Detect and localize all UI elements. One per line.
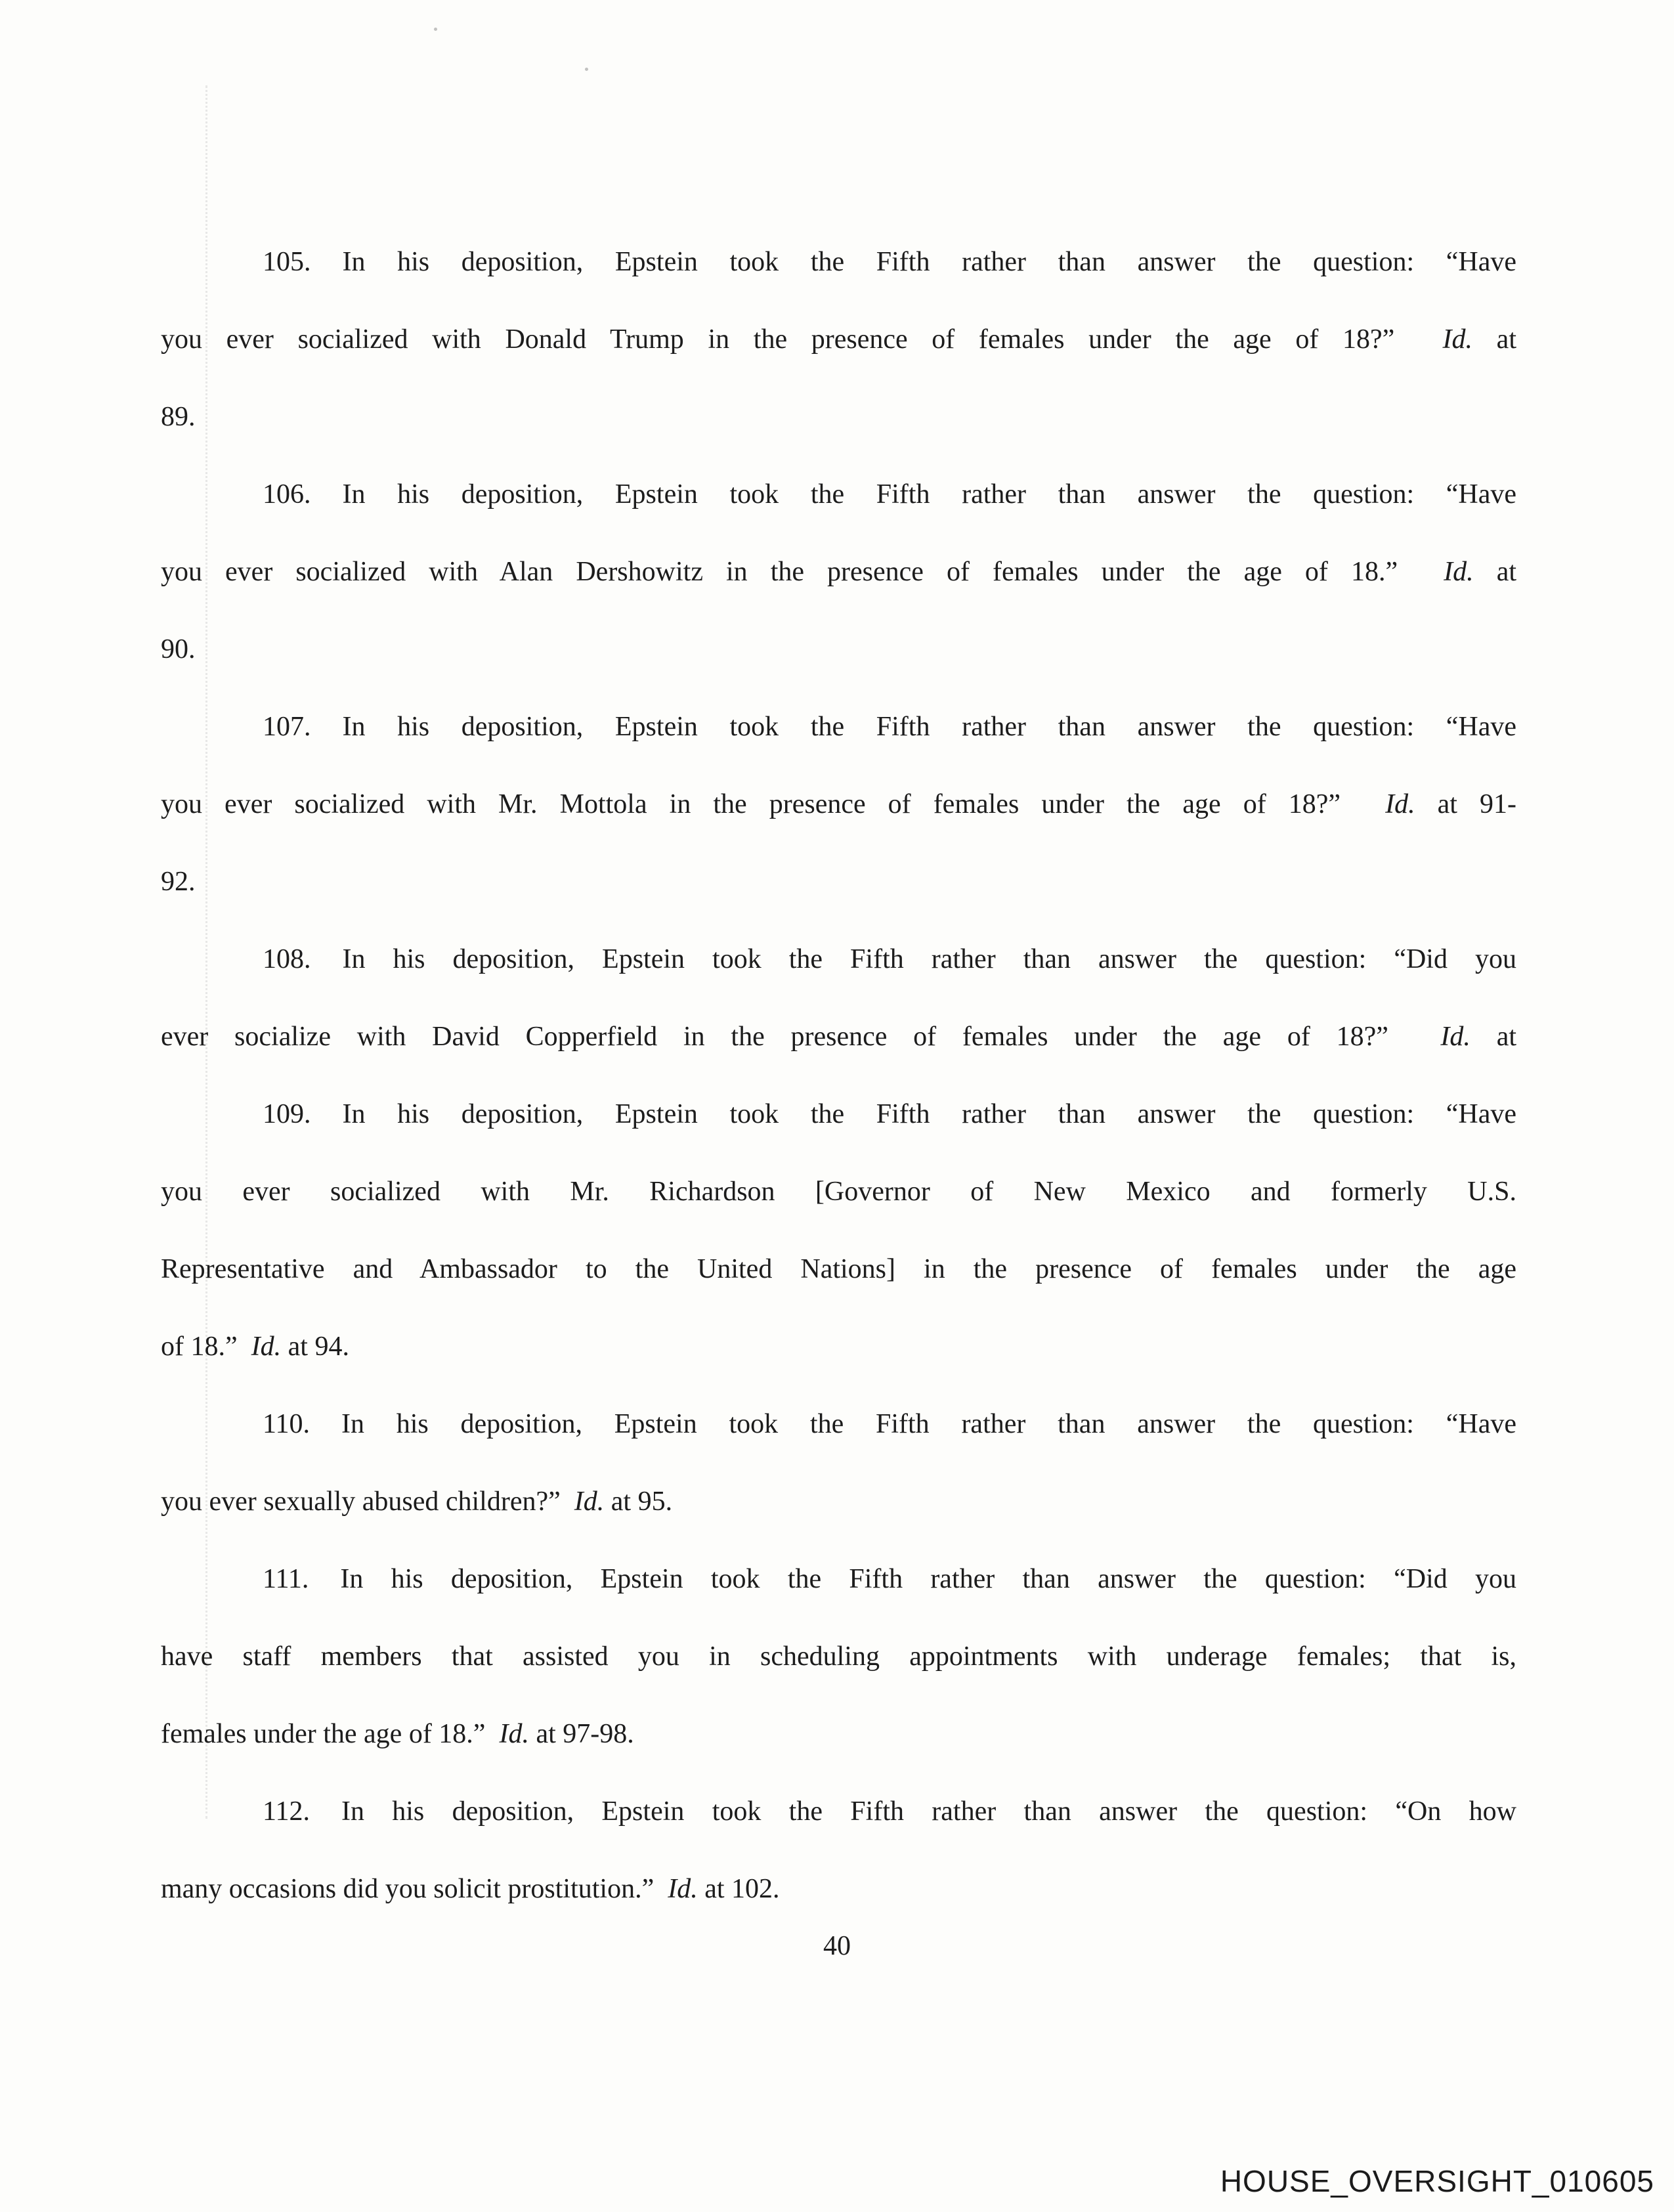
citation-id-italic: Id.: [251, 1332, 282, 1362]
document-line: [161, 1385, 1516, 1463]
paragraph-text: at 91-: [1415, 789, 1516, 819]
paragraph-number: 108.: [263, 944, 311, 974]
document-line: [161, 456, 1516, 533]
scan-speck: [434, 28, 437, 31]
paragraph-text: you ever sexually abused children?”: [161, 1486, 574, 1517]
paragraph-text: females under the age of 18.”: [161, 1719, 500, 1749]
paragraph-text: 92.: [161, 867, 196, 897]
citation-id-italic: Id.: [1440, 1022, 1470, 1052]
paragraph-text: In his deposition, Epstein took the Fifth rather than answer the question: “On how: [341, 1796, 1516, 1827]
paragraph-text: at: [1470, 1022, 1517, 1052]
paragraph-number: 107.: [263, 712, 311, 742]
paragraph-text: at: [1472, 324, 1516, 355]
paragraph-text: you ever socialized with Donald Trump in the presence of females under the age of 18?”: [161, 324, 1443, 355]
citation-id-italic: Id.: [574, 1486, 605, 1517]
bates-stamp: HOUSE_OVERSIGHT_010605: [1220, 2164, 1654, 2198]
paragraph-number: 106.: [263, 479, 311, 510]
paragraph-number: 112.: [263, 1796, 310, 1827]
paragraph-text: In his deposition, Epstein took the Fifth rather than answer the question: “Did you: [340, 1564, 1516, 1594]
document-line: [161, 1695, 1516, 1773]
document-line: [161, 533, 1516, 611]
paragraph-text: at 95.: [604, 1486, 673, 1517]
citation-id-italic: Id.: [1444, 557, 1474, 587]
document-line: [161, 998, 1516, 1075]
document-line: [161, 843, 1516, 921]
citation-id-italic: Id.: [1385, 789, 1415, 819]
page-number: 40: [823, 1931, 851, 1961]
paragraph-text: you ever socialized with Alan Dershowitz in the presence of females under the age of 18.”: [161, 557, 1444, 587]
paragraph-text: many occasions did you solicit prostitution.”: [161, 1874, 668, 1904]
document-line: [161, 611, 1516, 688]
citation-id-italic: Id.: [1442, 324, 1473, 355]
document-line: [161, 921, 1516, 998]
document-line: [161, 1773, 1516, 1850]
document-line: [161, 688, 1516, 766]
document-line: [161, 1463, 1516, 1540]
paragraph-text: at 102.: [697, 1874, 780, 1904]
paragraph-text: In his deposition, Epstein took the Fifth rather than answer the question: “Have: [342, 712, 1516, 742]
paragraph-text: In his deposition, Epstein took the Fifth rather than answer the question: “Did you: [342, 944, 1516, 974]
document-line: [161, 301, 1516, 378]
paragraph-text: 89.: [161, 402, 196, 432]
document-line: [161, 1618, 1516, 1695]
document-line: [161, 1540, 1516, 1618]
paragraph-text: at 97-98.: [528, 1719, 634, 1749]
paragraph-text: ever socialize with David Copperfield in the presence of females under the age of 18?”: [161, 1022, 1441, 1052]
document-line: [161, 1153, 1516, 1230]
paragraph-text: at 94.: [281, 1332, 349, 1362]
scan-speck: [585, 68, 588, 71]
document-line: [161, 223, 1516, 301]
paragraph-text: 90.: [161, 634, 196, 664]
paragraph-text: In his deposition, Epstein took the Fifth rather than answer the question: “Have: [342, 1099, 1516, 1129]
paragraph-number: 110.: [263, 1409, 310, 1439]
paragraph-number: 111.: [263, 1564, 309, 1594]
paragraph-text: at: [1473, 557, 1516, 587]
paragraph-text: Representative and Ambassador to the United Nations] in the presence of females under the age: [161, 1254, 1516, 1284]
document-line: [161, 1308, 1516, 1385]
document-line: [161, 1230, 1516, 1308]
paragraph-text: have staff members that assisted you in scheduling appointments with underage females; that is,: [161, 1641, 1516, 1672]
paragraph-text: of 18.”: [161, 1332, 251, 1362]
citation-id-italic: Id.: [668, 1874, 698, 1904]
document-line: [161, 1075, 1516, 1153]
paragraph-number: 105.: [263, 247, 311, 277]
paragraph-text: In his deposition, Epstein took the Fifth rather than answer the question: “Have: [342, 247, 1516, 277]
paragraph-number: 109.: [263, 1099, 311, 1129]
paragraph-text: you ever socialized with Mr. Richardson [Governor of New Mexico and formerly U.S.: [161, 1177, 1516, 1207]
document-body: [161, 223, 1516, 1928]
document-line: [161, 766, 1516, 843]
paragraph-text: you ever socialized with Mr. Mottola in the presence of females under the age of 18?”: [161, 789, 1386, 819]
paragraph-text: In his deposition, Epstein took the Fifth rather than answer the question: “Have: [342, 479, 1516, 510]
paragraph-text: In his deposition, Epstein took the Fifth rather than answer the question: “Have: [341, 1409, 1516, 1439]
document-line: [161, 378, 1516, 456]
citation-id-italic: Id.: [499, 1719, 529, 1749]
